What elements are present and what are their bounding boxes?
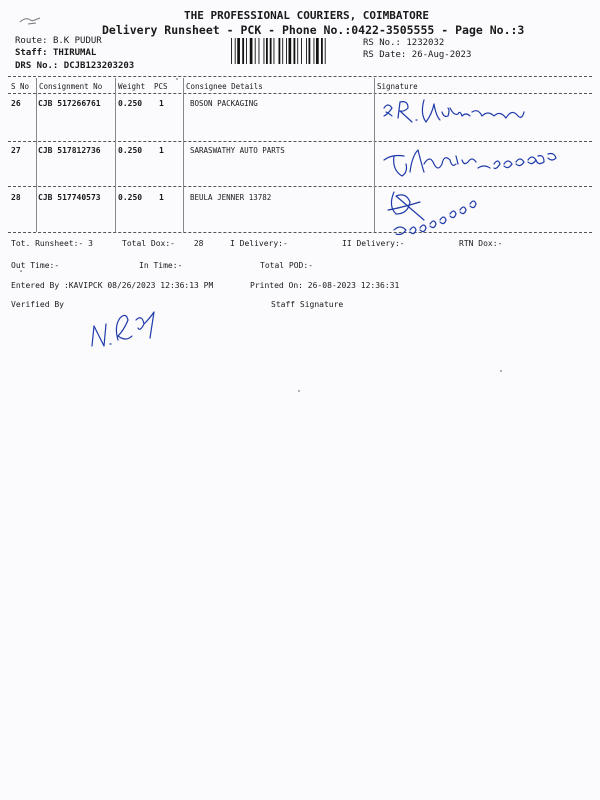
scan-speck <box>20 270 22 272</box>
route-line <box>15 36 102 46</box>
scan-speck <box>500 370 502 372</box>
route-label: Route: <box>15 36 48 46</box>
column-divider <box>183 78 184 232</box>
scan-mark <box>18 14 48 28</box>
in-time: In Time:- <box>139 261 183 270</box>
barcode-bar <box>270 38 272 64</box>
barcode-bar <box>250 38 253 64</box>
staff-signature-label: Staff Signature <box>271 300 344 309</box>
barcode-bar <box>274 38 275 64</box>
barcode-bar <box>286 38 287 64</box>
table-top-rule <box>8 76 592 77</box>
scan-speck <box>298 390 300 392</box>
row-weight: 0.250 <box>118 193 143 202</box>
barcode-bar <box>289 38 292 64</box>
header-weight: Weight <box>118 82 146 91</box>
barcode-bar <box>246 38 247 64</box>
row-consignment: CJB 517740573 <box>38 193 101 202</box>
ii-delivery: II Delivery:- <box>342 239 405 248</box>
row-sno: 28 <box>11 193 21 202</box>
scan-speck <box>176 78 178 80</box>
barcode-bar <box>231 38 232 64</box>
barcode-bar <box>297 38 298 64</box>
row-pcs: 1 <box>159 193 164 202</box>
barcode-graphic <box>231 38 356 64</box>
row-consignee: BOSON PACKAGING <box>190 99 258 108</box>
barcode-bar <box>235 38 236 64</box>
barcode-bar <box>301 38 302 64</box>
entered-by: Entered By :KAVIPCK 08/26/2023 12:36:13 PM <box>11 281 214 290</box>
staff-label: Staff: <box>15 48 48 58</box>
column-divider <box>36 78 37 232</box>
header-consignee: Consignee Details <box>186 82 263 91</box>
out-time: Out Time:- <box>11 261 60 270</box>
staff-value: THIRUMAL <box>52 48 97 58</box>
header-consignment: Consignment No <box>39 82 103 91</box>
verified-by: Verified By <box>11 300 64 309</box>
barcode-bar <box>314 38 315 64</box>
total-dox-label: Total Dox:- <box>122 239 175 248</box>
barcode-bar <box>255 38 256 64</box>
barcode-bar <box>294 38 296 64</box>
rs-date-value: 26-Aug-2023 <box>411 50 472 60</box>
barcode-bar <box>321 38 323 64</box>
row-sno: 26 <box>11 99 21 108</box>
signature-scribble <box>380 180 510 238</box>
total-dox <box>122 239 203 248</box>
rs-date-label: RS Date: <box>363 50 407 60</box>
printed-on: Printed On: 26-08-2023 12:36:31 <box>250 281 400 290</box>
rtn-dox: RTN Dox:- <box>459 239 503 248</box>
rs-date-line <box>363 50 471 60</box>
row-sno: 27 <box>11 146 21 155</box>
barcode <box>231 38 356 64</box>
row-consignee: BEULA JENNER 13782 <box>190 193 272 202</box>
i-delivery: I Delivery:- <box>230 239 288 248</box>
barcode-bar <box>309 38 311 64</box>
tot-runsheet: Tot. Runsheet:- 3 <box>11 239 93 248</box>
drs-line <box>15 61 134 71</box>
signature-scribble <box>378 94 538 140</box>
barcode-bar <box>264 38 265 64</box>
barcode-bar <box>325 38 326 64</box>
header-pcs: PCS <box>154 82 168 91</box>
drs-label: DRS No.: <box>15 61 59 71</box>
row-weight: 0.250 <box>118 146 143 155</box>
header-sno: S No <box>11 82 30 91</box>
drs-value: DCJB123203203 <box>63 61 135 71</box>
rs-no-label: RS No.: <box>363 38 401 48</box>
route-value: B.K PUDUR <box>52 36 102 46</box>
staff-line <box>15 48 96 58</box>
row-consignment: CJB 517812736 <box>38 146 101 155</box>
row-consignee: SARASWATHY AUTO PARTS <box>190 146 285 155</box>
barcode-bar <box>242 38 244 64</box>
total-dox-value: 28 <box>193 239 204 248</box>
header-signature: Signature <box>377 82 418 91</box>
company-name: THE PROFESSIONAL COURIERS, COIMBATORE <box>184 9 430 22</box>
total-pod: Total POD:- <box>260 261 313 270</box>
rs-no-line <box>363 38 444 48</box>
barcode-bar <box>259 38 260 64</box>
barcode-bar <box>316 38 319 64</box>
barcode-bar <box>282 38 283 64</box>
row-consignment: CJB 517266761 <box>38 99 101 108</box>
verifier-signature <box>84 306 164 356</box>
row-pcs: 1 <box>159 99 164 108</box>
barcode-bar <box>237 38 240 64</box>
barcode-bar <box>306 38 307 64</box>
column-divider <box>374 78 375 232</box>
row-pcs: 1 <box>159 146 164 155</box>
barcode-bar <box>279 38 281 64</box>
row-weight: 0.250 <box>118 99 143 108</box>
rs-no-value: 1232032 <box>406 38 445 48</box>
barcode-bar <box>266 38 268 64</box>
document-title: Delivery Runsheet - PCK - Phone No.:0422-3505555 - Page No.:3 <box>102 23 525 37</box>
column-divider <box>115 78 116 232</box>
